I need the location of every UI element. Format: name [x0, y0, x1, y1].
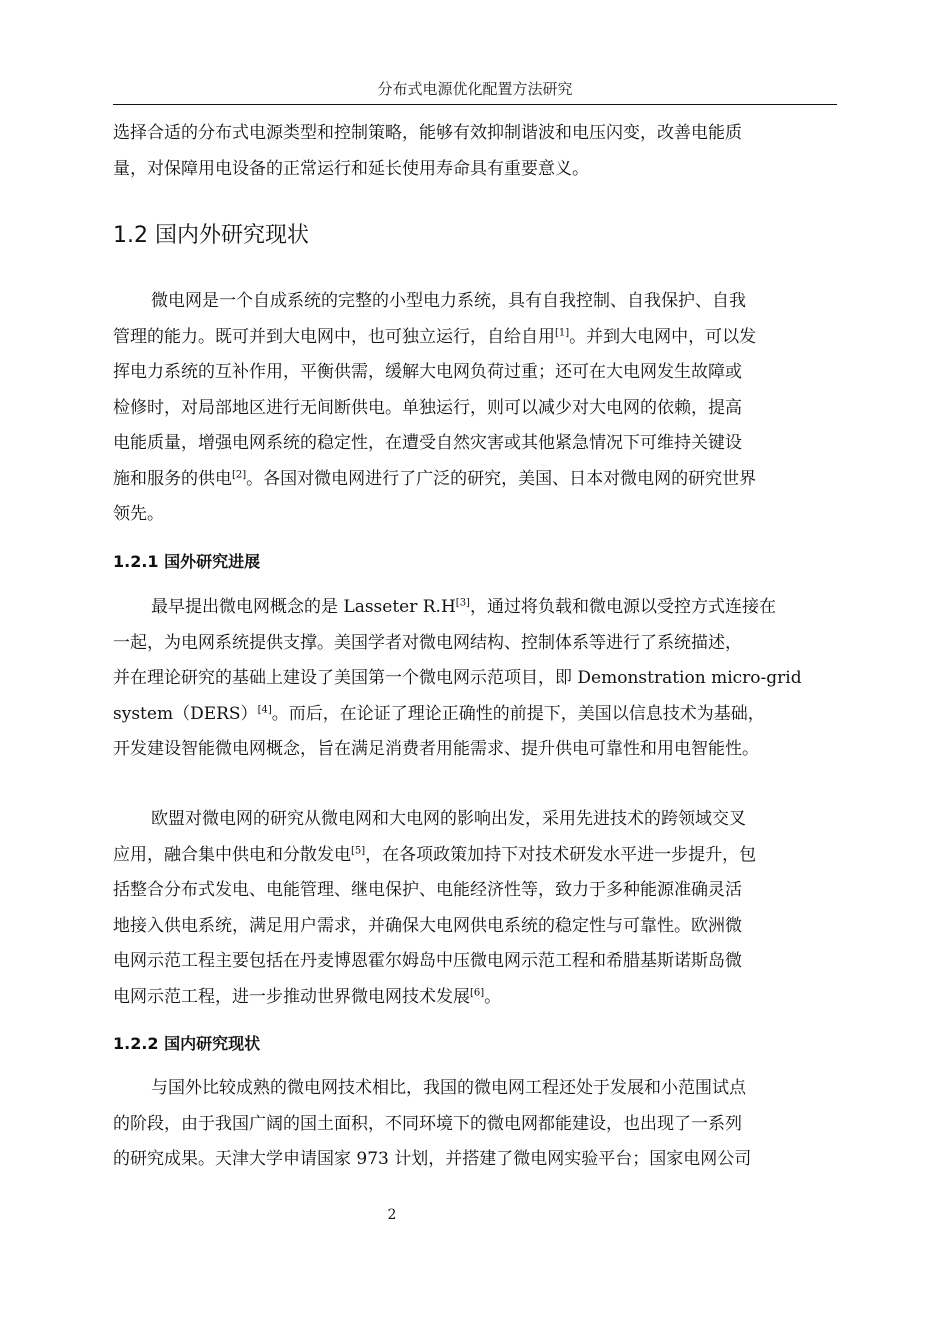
paragraph-line: 地接入供电系统，满足用户需求，并确保大电网供电系统的稳定性与可靠性。欧洲微 — [113, 915, 742, 936]
paragraph-line: 最早提出微电网概念的是 Lasseter R.H[3]，通过将负载和微电源以受控方式连接在 — [151, 597, 776, 617]
paragraph-line: 并在理论研究的基础上建设了美国第一个微电网示范项目，即 Demonstration micro-grid — [113, 668, 802, 688]
paragraph-line: 开发建设智能微电网概念，旨在满足消费者用能需求、提升供电可靠性和用电智能性。 — [113, 739, 759, 759]
paragraph-line: 选择合适的分布式电源类型和控制策略，能够有效抑制谐波和电压闪变，改善电能质 — [113, 123, 742, 143]
paragraph-line: 的阶段，由于我国广阔的国土面积，不同环境下的微电网都能建设，也出现了一系列 — [113, 1113, 742, 1134]
citation-ref: [1] — [555, 326, 570, 338]
section-heading: 1.2 国内外研究现状 — [113, 223, 309, 248]
paragraph-microgrid-overview — [113, 284, 837, 533]
intro-paragraph — [113, 116, 837, 187]
paragraph-line: 管理的能力。既可并到大电网中，也可独立运行，自给自用[1]。并到大电网中，可以发 — [113, 326, 757, 347]
paragraph-line: 领先。 — [113, 504, 164, 524]
paragraph-domestic-research — [113, 1071, 837, 1178]
citation-ref: [5] — [351, 844, 366, 856]
running-header: 分布式电源优化配置方法研究 — [377, 80, 573, 98]
page-number: 2 — [387, 1207, 397, 1223]
paragraph-line: 挥电力系统的互补作用，平衡供需，缓解大电网负荷过重；还可在大电网发生故障或 — [113, 362, 742, 382]
citation-ref: [6] — [470, 986, 485, 998]
paragraph-line: 欧盟对微电网的研究从微电网和大电网的影响出发，采用先进技术的跨领域交叉 — [151, 809, 746, 829]
paragraph-line: 微电网是一个自成系统的完整的小型电力系统，具有自我控制、自我保护、自我 — [151, 291, 746, 311]
paragraph-line: 一起，为电网系统提供支撑。美国学者对微电网结构、控制体系等进行了系统描述， — [113, 632, 742, 653]
header-rule — [113, 104, 837, 105]
paragraph-eu-research — [113, 802, 837, 1015]
citation-ref: [2] — [232, 468, 247, 480]
citation-ref: [4] — [257, 703, 272, 715]
paragraph-line: 检修时，对局部地区进行无间断供电。单独运行，则可以减少对大电网的依赖，提高 — [113, 397, 742, 418]
paragraph-line: 括整合分布式发电、电能管理、继电保护、电能经济性等，致力于多种能源准确灵活 — [113, 880, 742, 900]
paragraph-line: 电网示范工程，进一步推动世界微电网技术发展[6]。 — [113, 986, 502, 1007]
subsection-heading-foreign: 1.2.1 国外研究进展 — [113, 552, 261, 571]
paragraph-foreign-research — [113, 590, 837, 768]
paragraph-line: 施和服务的供电[2]。各国对微电网进行了广泛的研究，美国、日本对微电网的研究世界 — [113, 468, 757, 489]
paragraph-line: 量，对保障用电设备的正常运行和延长使用寿命具有重要意义。 — [113, 158, 589, 179]
paragraph-line: 与国外比较成熟的微电网技术相比，我国的微电网工程还处于发展和小范围试点 — [151, 1078, 746, 1098]
citation-ref: [3] — [455, 597, 470, 609]
paragraph-line: 应用，融合集中供电和分散发电[5]，在各项政策加持下对技术研发水平进一步提升，包 — [113, 844, 757, 865]
paragraph-line: 电能质量，增强电网系统的稳定性，在遭受自然灾害或其他紧急情况下可维持关键设 — [113, 433, 742, 453]
paragraph-line: 的研究成果。天津大学申请国家 973 计划，并搭建了微电网实验平台；国家电网公司 — [113, 1149, 752, 1169]
subsection-heading-domestic: 1.2.2 国内研究现状 — [113, 1034, 261, 1053]
paragraph-line: system（DERS）[4]。而后，在论证了理论正确性的前提下，美国以信息技术为基础， — [113, 703, 765, 724]
paragraph-line: 电网示范工程主要包括在丹麦博恩霍尔姆岛中压微电网示范工程和希腊基斯诺斯岛微 — [113, 951, 742, 971]
